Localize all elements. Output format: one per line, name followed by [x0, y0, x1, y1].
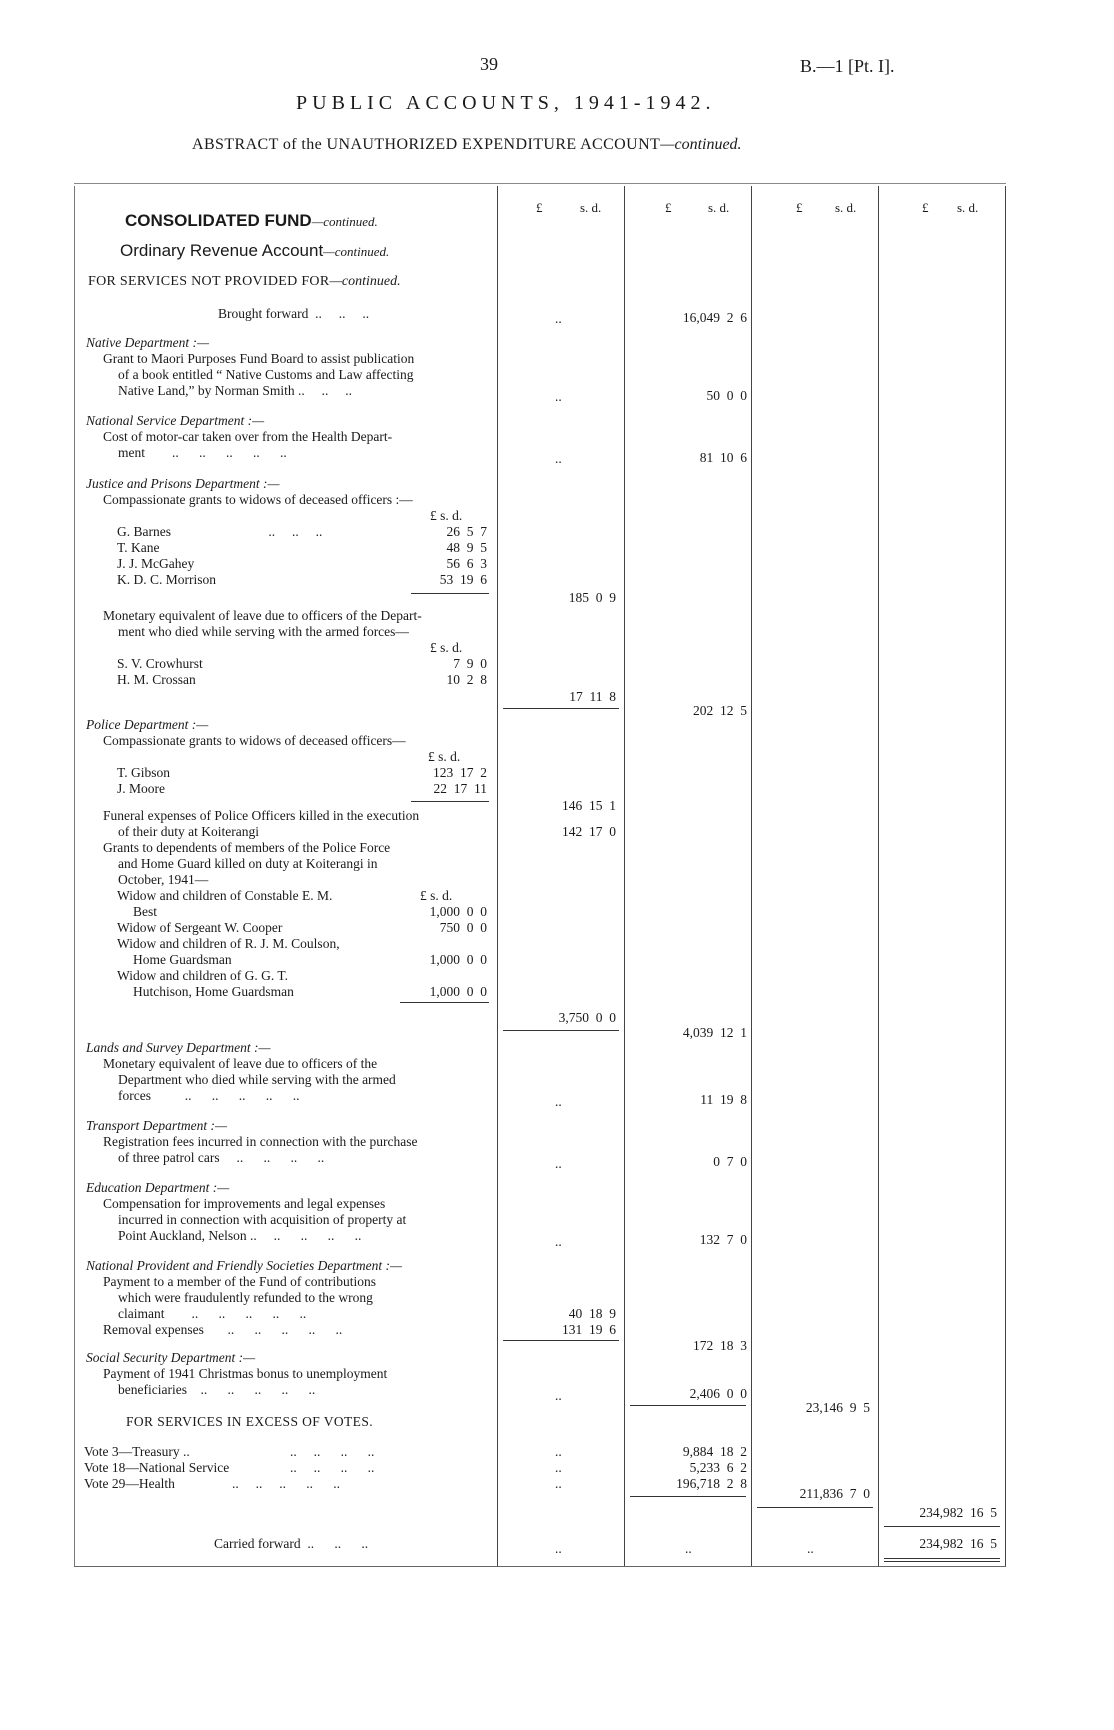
- vote-29-dots: .. .. .. .. ..: [232, 1476, 340, 1491]
- social-line-2: beneficiaries .. .. .. .. ..: [118, 1382, 316, 1397]
- police-funeral-line-2: of their duty at Koiterangi: [118, 824, 259, 839]
- vote-29-col2: 196,718 2 8: [676, 1476, 747, 1491]
- police-dep-3-amount: 1,000 0 0: [429, 952, 487, 967]
- lands-line-2: Department who died while serving with the armed: [118, 1072, 396, 1087]
- brought-forward-col1: ..: [555, 311, 562, 326]
- grand-total: 234,982 16 5: [919, 1505, 997, 1520]
- services-not-provided-heading: FOR SERVICES NOT PROVIDED FOR—continued.: [88, 274, 401, 289]
- vote-3-col1: ..: [555, 1444, 562, 1459]
- transport-dept-heading: Transport Department :—: [86, 1118, 228, 1133]
- justice-grant-2-name: T. Kane: [117, 540, 160, 555]
- col1-pound-header: £: [536, 200, 543, 215]
- carried-forward-col4: 234,982 16 5: [919, 1536, 997, 1551]
- justice-leave-line-1: Monetary equivalent of leave due to officers of the Depart-: [103, 608, 422, 623]
- justice-intro: Compassionate grants to widows of deceased officers :—: [103, 492, 413, 507]
- national-service-line-1: Cost of motor-car taken over from the Health Depart-: [103, 429, 393, 444]
- social-col1: ..: [555, 1388, 562, 1403]
- education-line-1: Compensation for improvements and legal expenses: [103, 1196, 386, 1211]
- vote-3-label: Vote 3—Treasury ..: [84, 1444, 190, 1459]
- education-dept-heading: Education Department :—: [86, 1180, 230, 1195]
- social-line-1: Payment of 1941 Christmas bonus to unemployment: [103, 1366, 388, 1381]
- carried-forward-col1: ..: [555, 1541, 562, 1556]
- vote-29-label: Vote 29—Health: [84, 1476, 175, 1491]
- police-dep-2-amount: 750 0 0: [439, 920, 487, 935]
- vote-3-dots: .. .. .. ..: [290, 1444, 375, 1459]
- excess-votes-heading: FOR SERVICES IN EXCESS OF VOTES.: [126, 1414, 374, 1429]
- police-funeral-line-1: Funeral expenses of Police Officers killed in the execution: [103, 808, 420, 823]
- native-line-2: of a book entitled “ Native Customs and Law affecting: [118, 367, 414, 382]
- vote-18-dots: .. .. .. ..: [290, 1460, 375, 1475]
- police-inner-header: £ s. d.: [428, 749, 461, 764]
- col3-sd-header: s. d.: [835, 200, 857, 215]
- col1-sd-header: s. d.: [580, 200, 602, 215]
- page-number: 39: [480, 54, 498, 74]
- subtitle-main: ABSTRACT of the UNAUTHORIZED EXPENDITURE ACCOUNT: [192, 136, 661, 153]
- native-line-1: Grant to Maori Purposes Fund Board to assist publication: [103, 351, 415, 366]
- provident-removal-amount: 131 19 6: [562, 1322, 616, 1337]
- justice-leave-2-name: H. M. Crossan: [117, 672, 196, 687]
- education-col1: ..: [555, 1234, 562, 1249]
- police-dep-3-line2: Home Guardsman: [133, 952, 232, 967]
- lands-col2: 11 19 8: [700, 1092, 747, 1107]
- police-dep-1-line1: Widow and children of Constable E. M.: [117, 888, 333, 903]
- col4-pound-header: £: [922, 200, 929, 215]
- police-dept-heading: Police Department :—: [86, 717, 209, 732]
- page-subtitle: [192, 136, 742, 154]
- table-bottom-rule: [74, 1566, 1006, 1567]
- transport-line-2: of three patrol cars .. .. .. ..: [118, 1150, 325, 1165]
- subtitle-continued: —continued.: [660, 136, 742, 153]
- justice-dept-total: 202 12 5: [693, 703, 747, 718]
- national-service-col1: ..: [555, 451, 562, 466]
- police-dep-4-line2: Hutchison, Home Guardsman: [133, 984, 294, 999]
- lands-dept-heading: Lands and Survey Department :—: [86, 1040, 271, 1055]
- page-reference: B.—1 [Pt. I].: [800, 56, 895, 76]
- brought-forward-col2: 16,049 2 6: [682, 310, 747, 325]
- provident-claimant-amount: 40 18 9: [568, 1306, 616, 1321]
- police-dep-1-amount: 1,000 0 0: [429, 904, 487, 919]
- justice-leave-header: £ s. d.: [430, 640, 463, 655]
- consolidated-fund-heading: CONSOLIDATED FUND—continued.: [125, 211, 378, 230]
- police-grant-2-amount: 22 17 11: [433, 781, 487, 796]
- col2-pound-header: £: [665, 200, 672, 215]
- police-dep-2-line1: Widow of Sergeant W. Cooper: [117, 920, 283, 935]
- justice-dept-heading: Justice and Prisons Department :—: [86, 476, 280, 491]
- justice-grant-4-amount: 53 19 6: [439, 572, 487, 587]
- justice-leave-1-name: S. V. Crowhurst: [117, 656, 203, 671]
- police-dep-4-line1: Widow and children of G. G. T.: [117, 968, 289, 983]
- justice-grant-1-name: G. Barnes: [117, 524, 171, 539]
- col2-sd-header: s. d.: [708, 200, 730, 215]
- native-dept-heading: Native Department :—: [86, 335, 209, 350]
- native-col1: ..: [555, 389, 562, 404]
- police-dependents-line-1: Grants to dependents of members of the Police Force: [103, 840, 391, 855]
- police-dep-3-line1: Widow and children of R. J. M. Coulson,: [117, 936, 340, 951]
- col3-pound-header: £: [796, 200, 803, 215]
- police-grants-total: 146 15 1: [562, 798, 616, 813]
- justice-dots: .. .. ..: [265, 524, 323, 539]
- not-provided-total: 23,146 9 5: [805, 1400, 870, 1415]
- provident-line-2: which were fraudulently refunded to the wrong: [118, 1290, 373, 1305]
- police-funeral-amount: 142 17 0: [562, 824, 616, 839]
- justice-grant-3-name: J. J. McGahey: [117, 556, 195, 571]
- brought-forward-label: Brought forward .. .. ..: [218, 306, 370, 321]
- lands-line-3: forces .. .. .. .. ..: [118, 1088, 300, 1103]
- provident-line-3: claimant .. .. .. .. ..: [118, 1306, 307, 1321]
- native-col2: 50 0 0: [706, 388, 747, 403]
- police-dep-total: 3,750 0 0: [558, 1010, 616, 1025]
- justice-leave-2-amount: 10 2 8: [446, 672, 487, 687]
- transport-col2: 0 7 0: [713, 1154, 747, 1169]
- carried-forward-col3: ..: [807, 1541, 814, 1556]
- ordinary-revenue-heading: Ordinary Revenue Account—continued.: [120, 241, 390, 260]
- social-col2: 2,406 0 0: [689, 1386, 747, 1401]
- vote-18-label: Vote 18—National Service: [84, 1460, 230, 1475]
- provident-dept-heading: National Provident and Friendly Societies Department :—: [86, 1258, 402, 1273]
- vote-18-col2: 5,233 6 2: [689, 1460, 747, 1475]
- education-col2: 132 7 0: [699, 1232, 747, 1247]
- justice-grants-total: 185 0 9: [568, 590, 616, 605]
- justice-inner-header: £ s. d.: [430, 508, 463, 523]
- vote-3-col2: 9,884 18 2: [682, 1444, 747, 1459]
- lands-col1: ..: [555, 1094, 562, 1109]
- national-service-col2: 81 10 6: [699, 450, 747, 465]
- police-grant-2-name: J. Moore: [117, 781, 165, 796]
- page-title: PUBLIC ACCOUNTS, 1941-1942.: [296, 92, 716, 114]
- vote-29-col1: ..: [555, 1476, 562, 1491]
- education-line-2: incurred in connection with acquisition of property at: [118, 1212, 407, 1227]
- police-dept-total: 4,039 12 1: [682, 1025, 747, 1040]
- justice-leave-total: 17 11 8: [569, 689, 616, 704]
- provident-dept-total: 172 18 3: [693, 1338, 747, 1353]
- lands-line-1: Monetary equivalent of leave due to officers of the: [103, 1056, 378, 1071]
- police-dep-1-line2: Best: [133, 904, 158, 919]
- national-service-dept-heading: National Service Department :—: [86, 413, 265, 428]
- justice-grant-3-amount: 56 6 3: [446, 556, 487, 571]
- education-line-3: Point Auckland, Nelson .. .. .. .. ..: [118, 1228, 362, 1243]
- police-grant-1-name: T. Gibson: [117, 765, 170, 780]
- transport-line-1: Registration fees incurred in connection with the purchase: [103, 1134, 418, 1149]
- justice-leave-1-amount: 7 9 0: [453, 656, 487, 671]
- transport-col1: ..: [555, 1156, 562, 1171]
- police-dep-4-amount: 1,000 0 0: [429, 984, 487, 999]
- carried-forward-label: Carried forward .. .. ..: [214, 1536, 369, 1551]
- excess-total: 211,836 7 0: [799, 1486, 870, 1501]
- justice-leave-line-2: ment who died while serving with the armed forces—: [118, 624, 409, 639]
- police-dep-header: £ s. d.: [420, 888, 453, 903]
- police-intro: Compassionate grants to widows of deceased officers—: [103, 733, 406, 748]
- justice-grant-1-amount: 26 5 7: [446, 524, 487, 539]
- carried-forward-col2: ..: [685, 1541, 692, 1556]
- national-service-line-2: ment .. .. .. .. ..: [118, 445, 287, 460]
- police-dependents-line-2: and Home Guard killed on duty at Koiterangi in: [118, 856, 378, 871]
- native-line-3: Native Land,” by Norman Smith .. .. ..: [118, 383, 352, 398]
- police-grant-1-amount: 123 17 2: [433, 765, 487, 780]
- justice-grant-2-amount: 48 9 5: [446, 540, 487, 555]
- police-dependents-line-3: October, 1941—: [118, 872, 209, 887]
- provident-removal-label: Removal expenses .. .. .. .. ..: [103, 1322, 343, 1337]
- vote-18-col1: ..: [555, 1460, 562, 1475]
- col4-sd-header: s. d.: [957, 200, 979, 215]
- justice-grant-4-name: K. D. C. Morrison: [117, 572, 217, 587]
- provident-line-1: Payment to a member of the Fund of contributions: [103, 1274, 376, 1289]
- social-dept-heading: Social Security Department :—: [86, 1350, 256, 1365]
